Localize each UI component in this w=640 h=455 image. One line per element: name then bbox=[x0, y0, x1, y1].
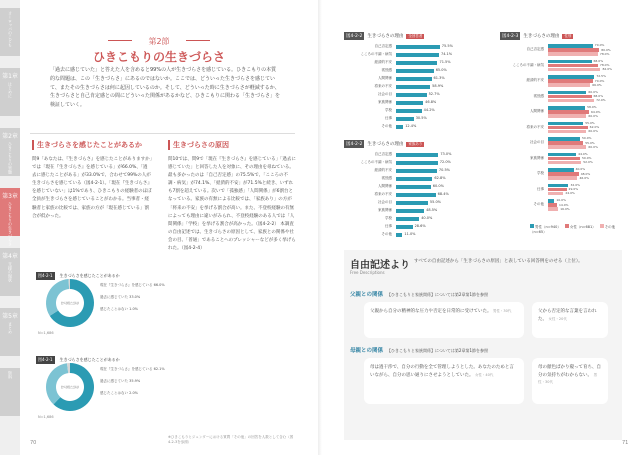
bar bbox=[396, 101, 423, 105]
free-description: すべての自由記述から「生きづらさの原因」と表している回答例をのせる（上位）。 bbox=[414, 259, 583, 264]
quote-bubble bbox=[532, 358, 608, 404]
bar-label: その他 bbox=[533, 202, 544, 206]
tab-label: 支援の現状 bbox=[8, 262, 13, 282]
legend-label: その他（n=65） bbox=[530, 225, 616, 234]
bar bbox=[548, 122, 583, 126]
tab-number: 第1章 bbox=[2, 73, 18, 80]
bar bbox=[396, 201, 428, 205]
donut-center-label: 生きづらさを感じたことがあるか bbox=[61, 301, 107, 305]
bar bbox=[548, 83, 590, 87]
chart-title: 生きづらさの理由 bbox=[367, 142, 404, 147]
bar-label: 人間関係 bbox=[378, 184, 392, 188]
legend-label: 女性（n=681） bbox=[569, 225, 596, 229]
bar-value: 48.0% bbox=[580, 171, 591, 176]
intro-text: 「過去に感じていた」と答えた人を含めると99%の人が生きづらさを感じている。ひきこもりの本質的な問題は、この「生きづらさ」にあるのではないか。ここでは、どういった生きづらさを感じていて、またその生きづらさは何に起因しているのか。そして、どういった時に生きづらさが軽減するか、生きづらさと自己肯定感との間にどういった関係があるかなど、ひきこもりに関わる「生きづらさ」を検証していく。 bbox=[50, 67, 281, 108]
bar-row bbox=[344, 108, 472, 113]
bar-row bbox=[344, 176, 472, 181]
donut-svg bbox=[36, 354, 165, 420]
bar-row bbox=[344, 84, 472, 89]
page-number: 70 bbox=[30, 440, 37, 446]
bar-value: 12.4% bbox=[405, 124, 417, 128]
figure-tag: 図4-2-2 bbox=[346, 142, 363, 147]
bar-value: 72.0% bbox=[596, 98, 606, 103]
bar-value: 50.0% bbox=[582, 136, 592, 141]
category-label: 父親との関係 bbox=[350, 292, 384, 298]
chart-subtag: 性別 bbox=[564, 34, 572, 38]
bar bbox=[548, 48, 599, 52]
bar-label: 自己否定感 bbox=[526, 47, 544, 51]
figure-tag: 図4-2-1 bbox=[38, 357, 53, 362]
bar bbox=[548, 130, 586, 134]
bar-row bbox=[344, 92, 472, 97]
bar-value: 52.7% bbox=[428, 92, 440, 96]
bar-value: 60.0% bbox=[432, 184, 444, 188]
bar bbox=[396, 45, 440, 49]
bar bbox=[548, 126, 588, 130]
bar-row bbox=[344, 208, 472, 213]
quote-bubble bbox=[364, 358, 524, 404]
bar bbox=[548, 192, 563, 196]
chapter-tabs bbox=[0, 0, 20, 455]
tab-number: 第3章 bbox=[2, 193, 18, 200]
bar bbox=[396, 177, 432, 181]
bar-value: 64.0% bbox=[590, 109, 601, 114]
bar bbox=[548, 184, 568, 188]
donut-chart bbox=[36, 346, 165, 420]
bar bbox=[396, 209, 424, 213]
category-note: 【ひきこもりと家族関係】については第2章第1節を参照 bbox=[387, 348, 489, 353]
bar-value: 72.5% bbox=[596, 74, 606, 79]
legend-label: 男性（n=940） bbox=[535, 225, 561, 229]
bar bbox=[548, 161, 581, 165]
donut-legend-item: 感じたことはない 1.0% bbox=[100, 307, 139, 311]
category-note: 【ひきこもりと家族関係】については第2章第1節を参照 bbox=[387, 292, 489, 297]
bar-value: 61.3% bbox=[433, 76, 445, 80]
bar-value: 28.6% bbox=[414, 224, 426, 228]
bar-row bbox=[344, 216, 472, 221]
bar-value: 70.5% bbox=[438, 168, 450, 172]
bar-row bbox=[344, 44, 472, 49]
tab-label: まとめ bbox=[8, 322, 13, 334]
bar-row bbox=[344, 124, 472, 129]
bar-value: 60.0% bbox=[588, 113, 598, 118]
bar-label: 人間関係 bbox=[378, 76, 392, 80]
bar-label: 学校 bbox=[537, 171, 544, 175]
left-page bbox=[20, 0, 320, 455]
tab-label: ひきこもりの生きづらさ bbox=[8, 202, 13, 246]
bar bbox=[548, 95, 592, 99]
section-label: 第2節 bbox=[148, 37, 170, 46]
column-body: 問9「あなたは、『生きづらさ』を感じたことがありますか」では「現在『生きづらさ』を感じている」が66.0%、「過去に感じたことがある」が33.0%で、合わせて99%の人が生きづらさを感じている（図4-2-1）。「現在『生きづらさ』を感じていない」は1%であり、ひきこもりの経験者のほぼ全員が生きづらさを感じていることがわかる。当事者・経験者と家族の比較では、家族の方が「現在感じている」割合が低かった。 bbox=[32, 157, 152, 219]
bar-value: 62.0% bbox=[589, 125, 600, 130]
bar-value: 74.1% bbox=[440, 52, 453, 56]
column-body: 問10では、問9で「現在『生きづらさ』を感じている」「過去に感じていた」と回答した人を対象に、その理由を尋ねている。最も多かったのは「自己否定感」の75.5%で、「こころの不調・病気」が74.1%、「経済的不安」が71.5%と続き、いずれも7割を超えている。次いで「孤独感」「人間関係」が6割台となっている。家族の有無による比較では、「家族あり」の方が「将来の不安」を挙げる割合が高い。また、不登校経験の有無によっても理由に違いがみられ、不登校経験のある人では「人間関係」「学校」を挙げる割合が高かった。（図4-2-2） 本調査の自由記述では、生きづらさの原因として、家族との関係や社会の目、「普通」であることへのプレッシャーなどが多く挙げられた。（図4-2-4） bbox=[168, 157, 296, 252]
column-heading: 生きづらさの原因 bbox=[168, 140, 296, 150]
quote-age: 男性・30代 bbox=[492, 309, 512, 313]
bar-label: 仕事 bbox=[537, 186, 544, 191]
free-description-box bbox=[344, 250, 622, 440]
bar-value: 62.8% bbox=[434, 176, 446, 180]
bar-value: 68.0% bbox=[593, 58, 604, 63]
donut-n-label: N=1,686 bbox=[38, 331, 54, 335]
donut-center-label: 生きづらさを感じたことがあるか bbox=[61, 385, 107, 389]
bar-label: 学校 bbox=[385, 216, 392, 220]
legend-swatch bbox=[600, 224, 604, 228]
bar-area bbox=[500, 44, 630, 214]
bar bbox=[548, 137, 580, 141]
bar-value: 11.0% bbox=[404, 232, 416, 236]
bar-value: 68.4% bbox=[437, 192, 449, 196]
bar bbox=[396, 93, 427, 97]
donut-legend-item: 過去に感じていた 35.9% bbox=[100, 379, 141, 383]
chapter-tab[interactable] bbox=[0, 368, 20, 416]
bar-value: 44.2% bbox=[423, 108, 435, 112]
bar-label: こころの不調・病気 bbox=[360, 160, 392, 164]
bar bbox=[548, 141, 583, 145]
bar-area bbox=[344, 44, 474, 132]
tab-number: 第4章 bbox=[2, 253, 18, 260]
bar-label: 将来の不安 bbox=[374, 192, 392, 196]
bar-row bbox=[344, 116, 472, 121]
bar bbox=[396, 53, 439, 57]
chart-subtag: 家族あり bbox=[408, 142, 423, 146]
bar-value: 16.0% bbox=[560, 206, 570, 211]
donut-legend-item: 過去に感じていた 33.0% bbox=[100, 295, 141, 299]
bar bbox=[396, 225, 413, 229]
bar-row bbox=[344, 232, 472, 237]
chapter-tab[interactable] bbox=[0, 308, 20, 356]
bar-value: 75.5% bbox=[441, 44, 453, 48]
bar-chart-all bbox=[344, 32, 474, 130]
bar-value: 68.0% bbox=[593, 94, 604, 99]
bar-label: 社会の目 bbox=[378, 92, 392, 96]
chart-title: 生きづらさの理由 bbox=[523, 34, 560, 39]
bar-value: 58.9% bbox=[432, 84, 444, 88]
chapter-tab[interactable] bbox=[0, 8, 20, 56]
bar-row bbox=[344, 160, 472, 165]
figure-tag: 図4-2-1 bbox=[38, 273, 53, 278]
column-experience bbox=[32, 140, 152, 266]
bar-value: 60.0% bbox=[588, 129, 598, 134]
bar bbox=[396, 161, 438, 165]
chart-legend bbox=[530, 224, 630, 235]
figure-title: 生きづらさを感じたことがあるか bbox=[59, 273, 120, 278]
tab-label: ヨーロッパのこども bbox=[8, 11, 13, 47]
bar-label: 自己否定感 bbox=[374, 152, 392, 156]
bar bbox=[396, 77, 432, 81]
tab-number: 第2章 bbox=[2, 133, 18, 140]
bar-label: 孤独感 bbox=[533, 93, 544, 98]
bar-row bbox=[344, 68, 472, 73]
page-number: 71 bbox=[622, 440, 629, 446]
chapter-tab[interactable] bbox=[0, 68, 20, 116]
bar-value: 60.0% bbox=[588, 144, 598, 149]
donut-legend-item: 感じたことはない 2.0% bbox=[100, 391, 139, 395]
bar bbox=[396, 125, 403, 129]
right-page bbox=[322, 0, 640, 455]
bar-row bbox=[344, 192, 472, 197]
figure-title: 生きづらさを感じたことがあるか bbox=[59, 357, 120, 362]
bar-value: 58.0% bbox=[587, 105, 597, 110]
bar-value: 78.0% bbox=[599, 63, 610, 68]
donut-legend-item: 現在『生きづらさ』を感じている 62.1% bbox=[100, 367, 165, 371]
bar-value: 24.0% bbox=[565, 191, 575, 196]
donut-legend-item: 現在『生きづらさ』を感じている 66.0% bbox=[100, 283, 165, 287]
legend-item bbox=[565, 225, 596, 229]
category-label: 母親との関係 bbox=[350, 348, 384, 354]
legend-item bbox=[530, 225, 561, 229]
bar-label: 自己否定感 bbox=[374, 44, 392, 48]
bar-label: 家族関係 bbox=[378, 208, 392, 212]
bar-value: 65.0% bbox=[435, 68, 447, 72]
free-title: 自由記述より bbox=[350, 260, 410, 271]
bar-label: 将来の不安 bbox=[526, 124, 544, 129]
bar-row bbox=[344, 152, 472, 157]
chart-subtag: 全回答者 bbox=[408, 34, 423, 38]
tab-label: 資料 bbox=[8, 371, 13, 379]
bar-value: 10.0% bbox=[556, 198, 566, 203]
bar-value: 55.0% bbox=[429, 200, 442, 204]
bar-value: 46.0% bbox=[579, 175, 589, 180]
bar-value: 48.5% bbox=[426, 208, 438, 212]
column-heading: 生きづらさを感じたことがあるか bbox=[32, 140, 152, 150]
bar-row bbox=[344, 224, 472, 229]
bar-label: 孤独感 bbox=[381, 176, 392, 180]
quote-age: 女性・40代 bbox=[474, 372, 494, 377]
bar-value: 14.0% bbox=[558, 202, 569, 207]
bar bbox=[396, 193, 436, 197]
bar-row bbox=[344, 52, 472, 57]
bar-area bbox=[344, 152, 474, 240]
bar bbox=[548, 207, 558, 211]
bar-value: 55.0% bbox=[585, 120, 595, 125]
bar-value: 50.0% bbox=[582, 156, 592, 161]
bar-label: その他 bbox=[381, 124, 392, 128]
bar-chart-family bbox=[344, 140, 474, 238]
bar-row bbox=[344, 76, 472, 81]
bar-value: 70.0% bbox=[594, 78, 605, 83]
bar-label: 仕事 bbox=[385, 224, 392, 228]
donut-n-label: N=1,686 bbox=[38, 415, 54, 419]
bar bbox=[548, 114, 586, 118]
bar bbox=[396, 85, 430, 89]
category-mother bbox=[350, 346, 488, 354]
bar-value: 52.0% bbox=[583, 160, 593, 165]
bar-label: 経済的不安 bbox=[374, 168, 392, 172]
bar-value: 70.0% bbox=[594, 43, 605, 48]
bar-value: 73.0% bbox=[440, 152, 452, 156]
bar-label: 社会の目 bbox=[378, 200, 392, 204]
bar-label: こころの不調・病気 bbox=[360, 52, 392, 56]
chapter-tab[interactable] bbox=[0, 128, 20, 176]
bar bbox=[396, 109, 422, 113]
tab-number: 第5章 bbox=[2, 313, 18, 320]
quote-bubble bbox=[532, 302, 608, 338]
quote-age: 女性・20代 bbox=[548, 316, 567, 321]
bar-label: 将来の不安 bbox=[374, 84, 392, 88]
column-causes bbox=[168, 140, 296, 445]
section-title: ひきこもりの生きづらさ bbox=[92, 50, 225, 64]
bar-row bbox=[344, 100, 472, 105]
chapter-tab[interactable] bbox=[0, 188, 20, 246]
bar bbox=[548, 64, 598, 68]
bar-value: 46.8% bbox=[425, 100, 437, 104]
bar bbox=[396, 117, 414, 121]
bar-value: 66.0% bbox=[592, 82, 602, 87]
bar bbox=[548, 110, 589, 114]
bar-chart-gender bbox=[500, 32, 630, 238]
bar bbox=[548, 203, 557, 207]
quote-text: 父親から自分の精神的な圧力や否定を日常的に受けていた。 bbox=[370, 309, 492, 314]
bar-row bbox=[344, 184, 472, 189]
quote-text: 母の顔色ばかり窺って育ち、自分の気持ちがわからない。 bbox=[538, 365, 601, 378]
bar bbox=[548, 75, 594, 79]
bar bbox=[396, 169, 437, 173]
chapter-tab[interactable] bbox=[0, 248, 20, 296]
bar-label: 仕事 bbox=[385, 116, 392, 120]
bar-value: 30.5% bbox=[415, 116, 427, 120]
bar bbox=[548, 153, 576, 157]
bar-label: 家族関係 bbox=[530, 155, 544, 160]
bar-value: 44.0% bbox=[578, 151, 588, 156]
bar bbox=[396, 69, 434, 73]
bar bbox=[548, 176, 577, 180]
bar-value: 72.0% bbox=[439, 160, 451, 164]
free-subtitle: Free Descriptions bbox=[350, 270, 385, 275]
tab-label: はじめに bbox=[8, 82, 13, 98]
bar-label: 経済的不安 bbox=[526, 78, 544, 82]
bar bbox=[548, 91, 586, 95]
quote-bubble bbox=[364, 302, 524, 338]
donut-svg bbox=[36, 270, 165, 336]
bar-row bbox=[344, 200, 472, 205]
figure-tag: 図4-2-2 bbox=[346, 34, 363, 39]
bar bbox=[548, 145, 586, 149]
bar-label: こころの不調・病気 bbox=[512, 62, 544, 67]
bar-value: 32.0% bbox=[570, 182, 580, 187]
bar-label: その他 bbox=[381, 232, 392, 236]
bar bbox=[396, 153, 438, 157]
donut-slice bbox=[46, 363, 68, 404]
quote-age: 男性・30代 bbox=[538, 372, 597, 385]
bar-value: 60.0% bbox=[588, 89, 598, 94]
bar bbox=[548, 99, 594, 103]
bar bbox=[548, 168, 574, 172]
divider bbox=[30, 133, 295, 134]
bar bbox=[548, 52, 598, 56]
bar bbox=[548, 79, 593, 83]
quote-text: 父から否定的な言葉を言われた。 bbox=[538, 309, 597, 322]
legend-swatch bbox=[530, 224, 534, 228]
bar-value: 78.0% bbox=[599, 51, 610, 56]
bar bbox=[548, 188, 567, 192]
bar-value: 55.0% bbox=[585, 140, 595, 145]
bar-value: 82.0% bbox=[602, 67, 612, 72]
quote-text: 母は過干渉で、自分の行動を全て管理しようとした。あなたのためと言いながら、自分の思い通りにさせようとしていた。 bbox=[370, 365, 514, 378]
bar bbox=[396, 233, 402, 237]
bar bbox=[396, 185, 431, 189]
category-father bbox=[350, 290, 488, 298]
bar bbox=[548, 60, 592, 64]
bar-label: 人間関係 bbox=[530, 109, 544, 113]
bar-row bbox=[344, 168, 472, 173]
bar-label: 学校 bbox=[385, 108, 392, 112]
bar-value: 40.0% bbox=[421, 216, 433, 220]
bar bbox=[396, 61, 437, 65]
bar-label: 家族関係 bbox=[378, 100, 392, 104]
bar bbox=[548, 44, 593, 48]
bar bbox=[548, 106, 585, 110]
bar-value: 71.5% bbox=[439, 60, 451, 64]
footnote: ※ひきこもりとジェンダーにおける質問「その他」の回答を人数として含む（図4-2-3を参照） bbox=[168, 435, 294, 444]
bar bbox=[548, 199, 554, 203]
bar-label: 経済的不安 bbox=[374, 60, 392, 64]
bar bbox=[548, 68, 600, 72]
bar-value: 80.0% bbox=[601, 47, 611, 52]
bar bbox=[548, 172, 579, 176]
bar-row bbox=[344, 60, 472, 65]
bar-label: 社会の目 bbox=[530, 140, 544, 144]
bar-value: 40.0% bbox=[575, 167, 586, 172]
figure-tag: 図4-2-3 bbox=[502, 34, 519, 39]
bar bbox=[396, 217, 419, 221]
donut-slice bbox=[46, 279, 69, 316]
donut-chart bbox=[36, 262, 165, 336]
legend-swatch bbox=[565, 224, 569, 228]
bar bbox=[548, 157, 580, 161]
tab-label: ひきこもりの実態 bbox=[8, 142, 13, 174]
chart-title: 生きづらさの理由 bbox=[367, 34, 404, 39]
bar-label: 孤独感 bbox=[381, 68, 392, 72]
bar-value: 29.0% bbox=[568, 187, 579, 192]
